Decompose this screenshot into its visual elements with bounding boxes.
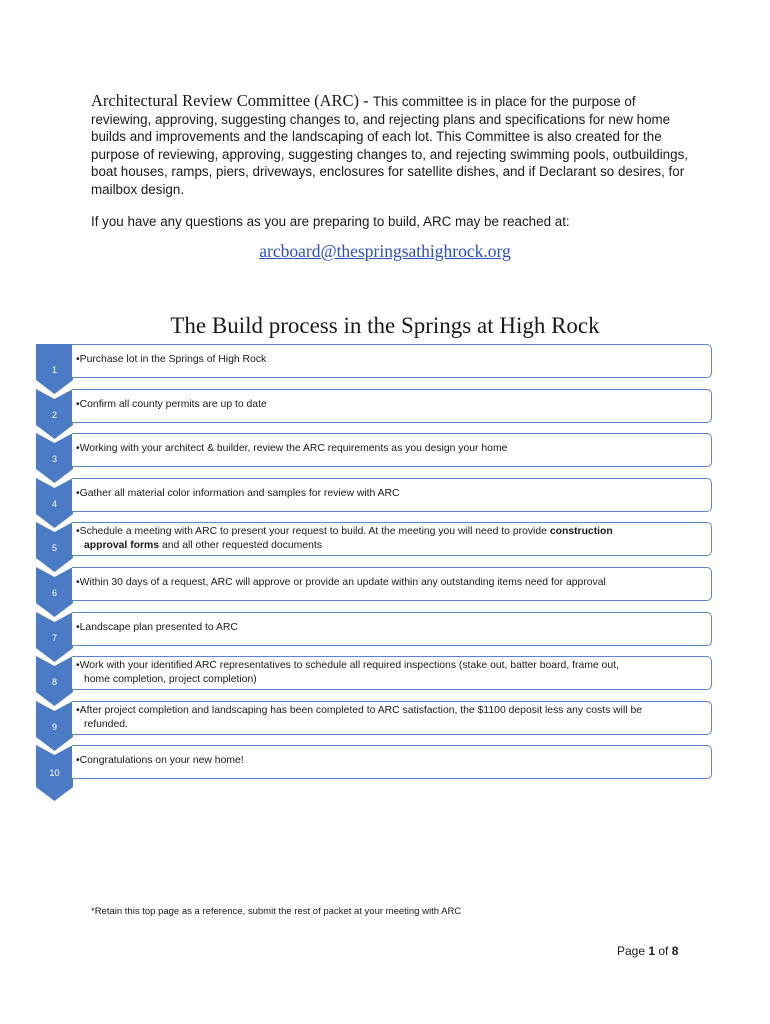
footnote: *Retain this top page as a reference, submit the rest of packet at your meeting with ARC [91, 906, 462, 917]
step-6 [36, 567, 726, 603]
step-text-bold: construction [549, 526, 613, 537]
step-5 [36, 522, 726, 558]
step-text: •Landscape plan presented to ARC [76, 622, 238, 633]
step-number: 6 [51, 588, 57, 598]
step-number: 3 [51, 454, 57, 464]
step-number: 2 [51, 410, 57, 420]
contact-question: If you have any questions as you are preparing to build, ARC may be reached at: [91, 214, 570, 229]
step-10 [36, 745, 726, 781]
page-of: of [655, 944, 672, 958]
step-2 [36, 389, 726, 425]
step-text: •Confirm all county permits are up to date [76, 399, 267, 410]
step-text-part: and all other requested documents [159, 540, 322, 551]
step-number: 4 [51, 499, 57, 509]
step-text [76, 704, 716, 732]
step-text: •Gather all material color information and samples for review with ARC [76, 488, 400, 499]
step-number: 8 [51, 677, 57, 687]
step-text [76, 659, 716, 687]
step-7 [36, 612, 726, 648]
step-text-line1: •After project completion and landscaping has been completed to ARC satisfaction, the $1100 deposit less any costs will be [76, 705, 643, 716]
step-number: 1 [51, 365, 57, 375]
intro-body: This committee is in place for the purpose of reviewing, approving, suggesting changes to, and rejecting plans and specifications for new home builds and improvements and the landscaping of each lot. This Committee is also created for the purpose of reviewing, approving, suggesting changes to, and rejecting swimming pools, outbuildings, boat houses, ramps, piers, driveways, enclosures for satellite dishes, and if Declarant so desires, for mailbox design. [91, 94, 688, 197]
step-text: •Congratulations on your new home! [76, 755, 244, 766]
page-total: 8 [671, 944, 679, 958]
step-text-line2: home completion, project completion) [84, 674, 257, 685]
step-number: 5 [51, 543, 57, 553]
step-text-line2 [76, 539, 716, 553]
step-text: •Purchase lot in the Springs of High Rock [76, 354, 267, 365]
step-text-bold: approval forms [84, 540, 160, 551]
step-8 [36, 656, 726, 692]
page-label: Page [617, 944, 649, 958]
step-9 [36, 701, 726, 737]
process-title: The Build process in the Springs at High Rock [170, 313, 600, 338]
step-text-line2: refunded. [84, 719, 128, 730]
step-number: 7 [51, 633, 57, 643]
intro-paragraph [91, 92, 691, 199]
step-4 [36, 478, 726, 514]
page-current: 1 [648, 944, 656, 958]
step-number: 10 [49, 768, 60, 778]
step-number: 9 [51, 722, 57, 732]
step-text-line1: •Work with your identified ARC representatives to schedule all required inspections (stake out, batter board, frame out, [76, 660, 619, 671]
intro-lead: Architectural Review Committee (ARC) - [91, 91, 373, 110]
step-text-part: •Schedule a meeting with ARC to present your request to build. At the meeting you will need to provide [76, 526, 550, 537]
page-indicator [617, 944, 678, 958]
step-1 [36, 344, 726, 380]
step-text: •Working with your architect & builder, review the ARC requirements as you design your home [76, 443, 508, 454]
email-link[interactable]: arcboard@thespringsathighrock.org [259, 241, 511, 261]
step-text [76, 525, 716, 553]
step-text: •Within 30 days of a request, ARC will approve or provide an update within any outstanding items need for approval [76, 577, 606, 588]
step-3 [36, 433, 726, 469]
process-steps [36, 344, 726, 804]
